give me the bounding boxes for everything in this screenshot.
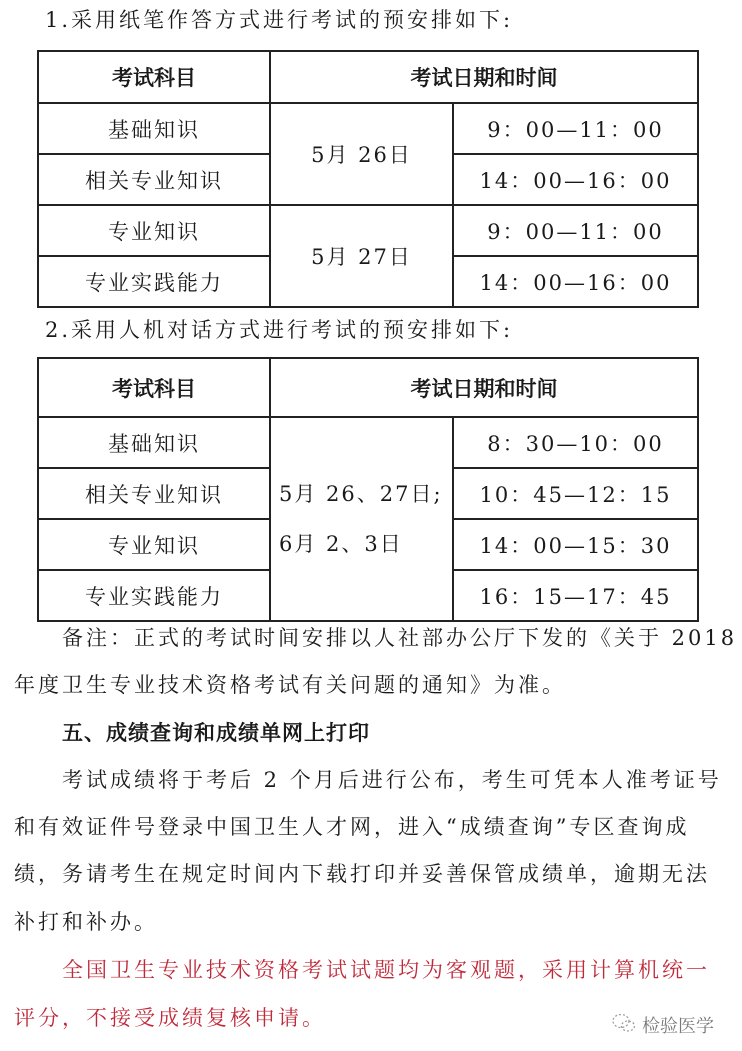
header-datetime: 考试日期和时间 bbox=[270, 51, 698, 103]
date-line-2: 6月 2、3日 bbox=[279, 532, 403, 556]
date-line-1: 5月 26、27日; bbox=[279, 481, 443, 506]
computer-exam-schedule-table bbox=[37, 357, 699, 622]
section2-title: 2.采用人机对话方式进行考试的预安排如下: bbox=[45, 318, 514, 342]
section5-heading: 五、成绩查询和成绩单网上打印 bbox=[62, 721, 370, 745]
date-cell: 5月 27日 bbox=[270, 205, 453, 307]
subject-cell: 基础知识 bbox=[38, 103, 270, 154]
time-cell: 8：30—10：00 bbox=[453, 417, 698, 468]
time-cell: 14：00—15：30 bbox=[453, 519, 698, 570]
subject-cell: 相关专业知识 bbox=[38, 468, 270, 519]
subject-cell: 相关专业知识 bbox=[38, 154, 270, 205]
time-cell: 14：00—16：00 bbox=[453, 256, 698, 307]
time-cell: 16：15—17：45 bbox=[453, 570, 698, 621]
header-datetime: 考试日期和时间 bbox=[270, 358, 698, 417]
header-subject: 考试科目 bbox=[38, 358, 270, 417]
note-line-2: 年度卫生专业技术资格考试有关问题的通知》为准。 bbox=[14, 673, 566, 697]
red-notice-line: 全国卫生专业技术资格考试试题均为客观题，采用计算机统一 bbox=[62, 958, 710, 982]
wechat-icon bbox=[612, 1013, 636, 1038]
subject-cell: 专业实践能力 bbox=[38, 570, 270, 621]
paragraph-line: 补打和补办。 bbox=[14, 910, 158, 934]
section1-title: 1.采用纸笔作答方式进行考试的预安排如下: bbox=[45, 8, 514, 32]
date-cell: 5月 26日 bbox=[270, 103, 453, 205]
subject-cell: 专业知识 bbox=[38, 205, 270, 256]
time-cell: 10：45—12：15 bbox=[453, 468, 698, 519]
watermark bbox=[612, 1012, 714, 1038]
time-cell: 14：00—16：00 bbox=[453, 154, 698, 205]
red-notice-line: 评分，不接受成绩复核申请。 bbox=[14, 1006, 326, 1030]
subject-cell: 专业实践能力 bbox=[38, 256, 270, 307]
header-subject: 考试科目 bbox=[38, 51, 270, 103]
subject-cell: 基础知识 bbox=[38, 417, 270, 468]
subject-cell: 专业知识 bbox=[38, 519, 270, 570]
note-line-1: 备注：正式的考试时间安排以人社部办公厅下发的《关于 2018 bbox=[62, 626, 738, 650]
paper-exam-schedule-table bbox=[37, 50, 699, 308]
time-cell: 9：00—11：00 bbox=[453, 205, 698, 256]
paragraph-line: 考试成绩将于考后 2 个月后进行公布，考生可凭本人准考证号 bbox=[62, 768, 722, 792]
paragraph-line: 绩，务请考生在规定时间内下载打印并妥善保管成绩单，逾期无法 bbox=[14, 862, 710, 886]
paragraph-line: 和有效证件号登录中国卫生人才网，进入“成绩查询”专区查询成 bbox=[14, 815, 690, 839]
watermark-text: 检验医学 bbox=[642, 1016, 714, 1037]
time-cell: 9：00—11：00 bbox=[453, 103, 698, 154]
date-cell bbox=[270, 417, 453, 621]
